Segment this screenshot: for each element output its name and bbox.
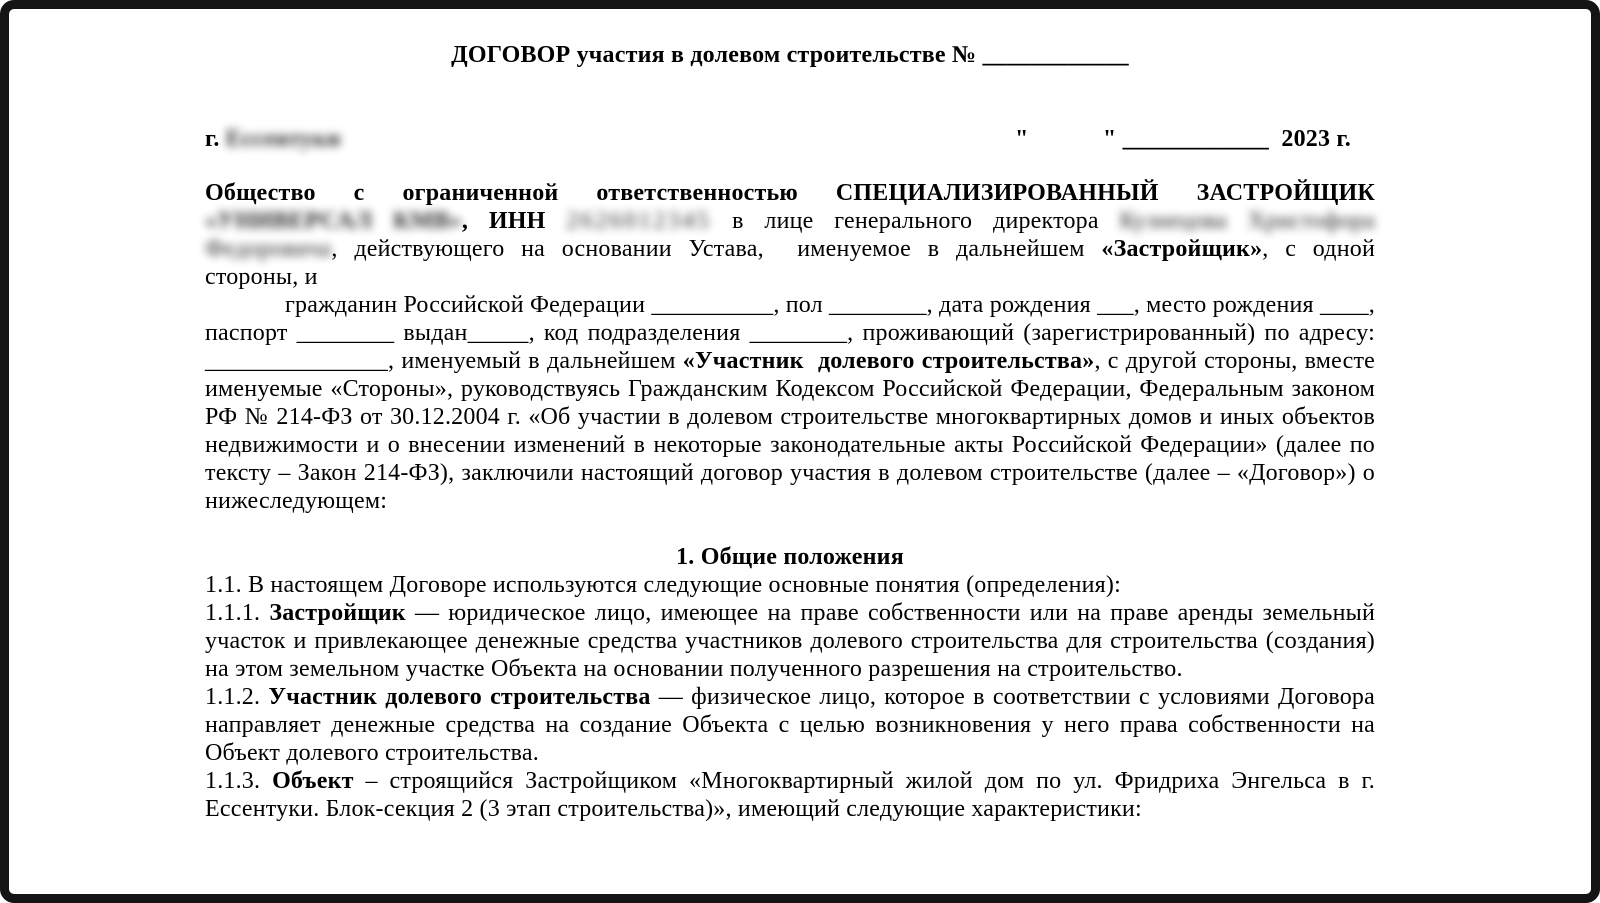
contract-title: ДОГОВОР участия в долевом строительстве № ____________ bbox=[451, 42, 1129, 68]
clause-1-1-3 bbox=[205, 767, 1375, 823]
city-prefix: г. bbox=[205, 126, 226, 152]
clause-1-1-1-number: 1.1.1. bbox=[205, 600, 270, 626]
first-party-text: , с одной bbox=[1262, 236, 1375, 262]
contract-document bbox=[9, 9, 1591, 823]
director-name-redacted-2: Федоровича bbox=[205, 236, 332, 262]
developer-name-redacted: «УНИВЕРСАЛ КМВ» bbox=[205, 208, 462, 234]
term-object: Объект bbox=[272, 768, 354, 794]
place-date-line bbox=[205, 125, 1375, 153]
clause-1-1-1 bbox=[205, 599, 1375, 683]
city-name-redacted: Ессентуки bbox=[225, 126, 341, 152]
place-of-signing bbox=[205, 125, 341, 153]
director-intro: в лице генерального директора bbox=[711, 208, 1120, 234]
developer-intro: Общество с ограниченной ответственностью СПЕЦИАЛИЗИРОВАННЫЙ ЗАСТРОЙЩИК bbox=[205, 180, 1375, 206]
clause-1-1: 1.1. В настоящем Договоре используются следующие основные понятия (определения): bbox=[205, 572, 1121, 598]
clause-1-1-2-number: 1.1.2. bbox=[205, 684, 269, 710]
clause-1-1-2-text: — физическое лицо, которое в соответствии с условиями Договора направляет денежные средства на создание Объекта с целью возникновения у него права собственности на Объект долевого строительства. bbox=[205, 684, 1375, 766]
citizen-blanks-text: гражданин Российской Федерации __________, пол ________, дата рождения ___, место рождения ____, паспорт ________ выдан_____, код подразделения ________, проживающий (зарегистрированный) по адресу: _______________, именуемый в дальнейшем bbox=[205, 292, 1375, 374]
preamble-participant bbox=[205, 291, 1375, 515]
developer-alias: «Застройщик» bbox=[1101, 236, 1263, 262]
parties-law-text: , с другой стороны, вместе именуемые «Стороны», руководствуясь Гражданским Кодексом Российской Федерации, Федеральным законом РФ № 214-ФЗ от 30.12.2004 г. «Об участии в долевом строительстве многоквартирных домов и иных объектов недвижимости и о внесении изменений в некоторые законодательные акты Российской Федерации» (далее по тексту – Закон 214-ФЗ), заключили настоящий договор участия в долевом строительстве (далее – «Договор») о нижеследующем: bbox=[205, 348, 1375, 514]
signing-date: " " ____________ 2023 г. bbox=[1014, 126, 1351, 152]
term-developer: Застройщик bbox=[269, 600, 406, 626]
clause-1-1-2 bbox=[205, 683, 1375, 767]
charter-clause-text: , действующего на основании Устава, именуемое в дальнейшем bbox=[331, 236, 1102, 262]
section-1-heading: 1. Общие положения bbox=[676, 544, 904, 570]
preamble-developer-tail: стороны, и bbox=[205, 264, 318, 290]
clause-1-1-3-text: – строящийся Застройщиком «Многоквартирный жилой дом по ул. Фридриха Энгельса в г. Ессентуки. Блок-секция 2 (3 этап строительства)», имеющий следующие характеристики: bbox=[205, 768, 1375, 822]
clause-1-1-3-number: 1.1.3. bbox=[205, 768, 273, 794]
inn-value-redacted: 2626012345 bbox=[566, 208, 712, 234]
preamble-developer bbox=[205, 179, 1375, 263]
inn-label: , ИНН bbox=[461, 208, 567, 234]
participant-alias: «Участник долевого строительства» bbox=[682, 348, 1095, 374]
director-name-redacted-1: Кузнецова Христофора bbox=[1119, 208, 1375, 234]
clause-1-1-1-text: — юридическое лицо, имеющее на праве собственности или на праве аренды земельный участок и привлекающее денежные средства участников долевого строительства для строительства (создания) на этом земельном участке Объекта на основании полученного разрешения на строительство. bbox=[205, 600, 1375, 682]
term-participant: Участник долевого строительства bbox=[268, 684, 651, 710]
